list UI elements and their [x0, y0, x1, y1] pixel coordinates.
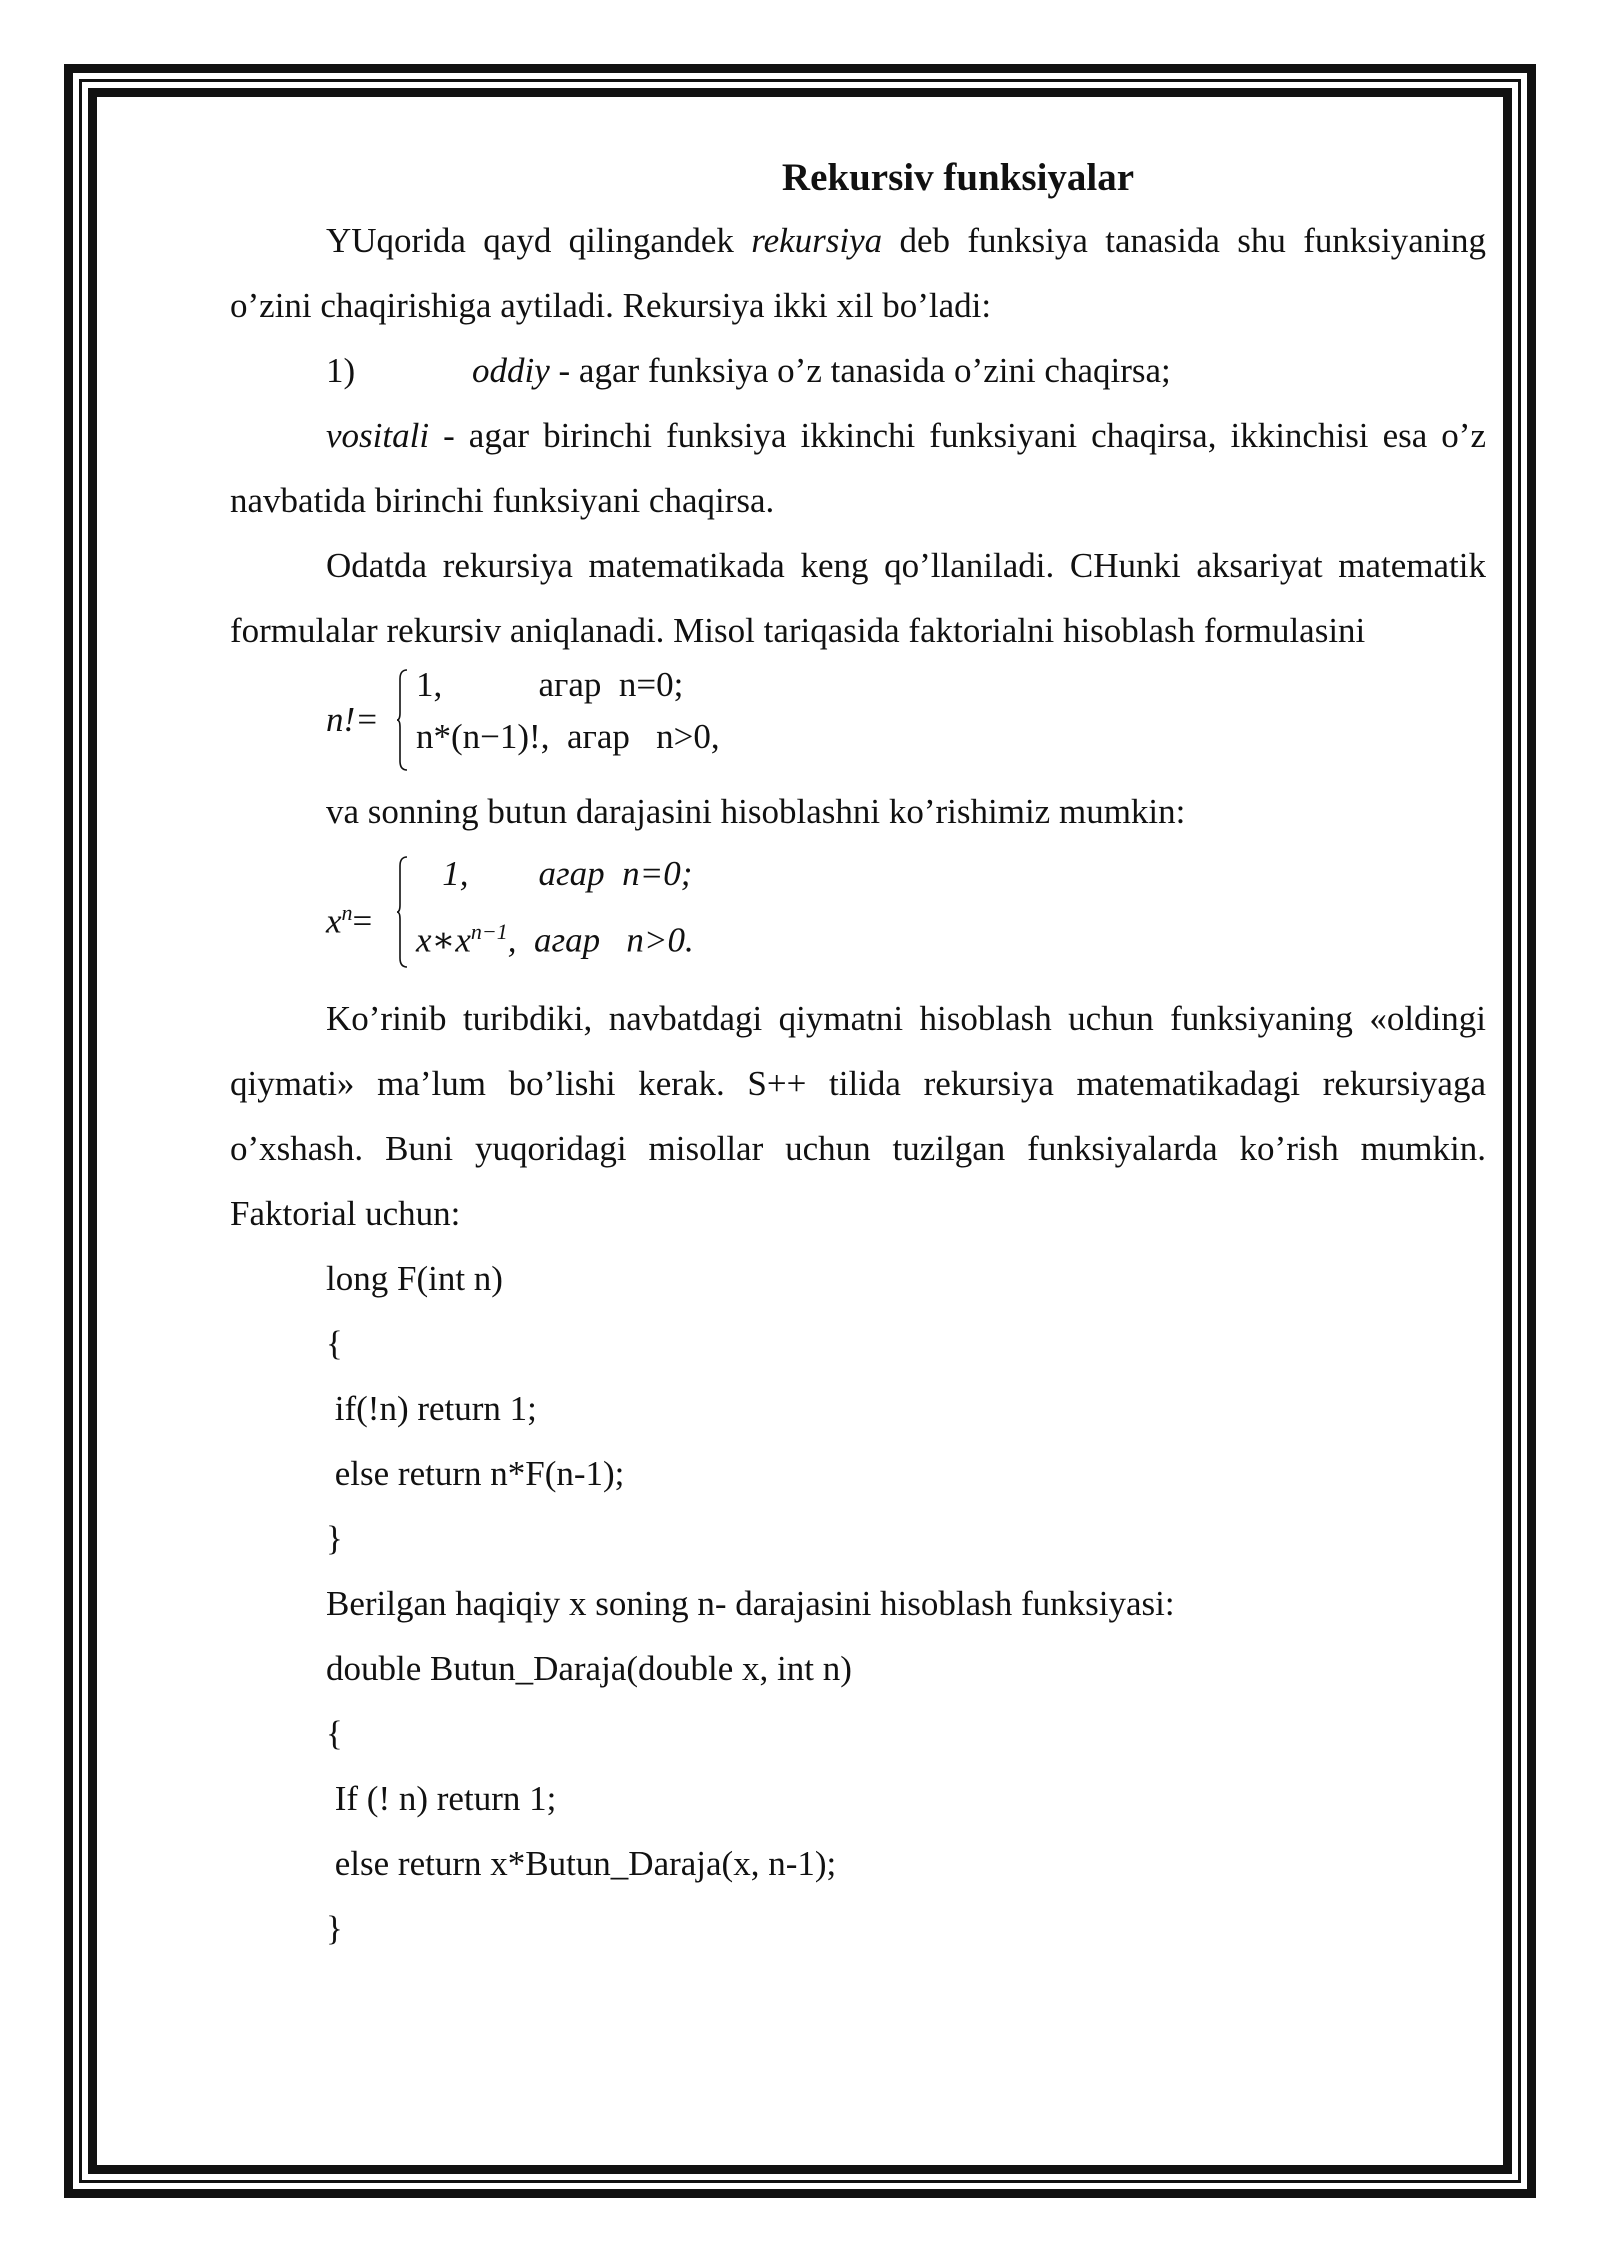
- formula-exponent: n−1: [470, 919, 508, 944]
- intro-term: rekursiya: [751, 221, 883, 260]
- power-formula: [326, 852, 1486, 976]
- code-line: }: [326, 1519, 343, 1558]
- formula-lhs-equals: =: [352, 901, 373, 941]
- code-line: if(!n) return 1;: [326, 1389, 537, 1428]
- list-item-oddiy: [230, 338, 1486, 403]
- list-text: - agar funksiya o’z tanasida o’zini chaqirsa;: [549, 351, 1171, 390]
- code-line: }: [326, 1909, 343, 1948]
- code-line: double Butun_Daraja(double x, int n): [326, 1649, 852, 1688]
- paragraph-power: va sonning butun darajasini hisoblashni ko’rishimiz mumkin:: [326, 792, 1186, 831]
- factorial-formula: [326, 663, 1486, 779]
- code-line: {: [326, 1324, 343, 1363]
- list-text: - agar birinchi funksiya ikkinchi funksiyani chaqirsa, ikkinchisi esa o’z navbatida birinchi funksiyani chaqirsa.: [230, 416, 1486, 520]
- formula-lhs-exponent: n: [341, 900, 353, 925]
- intro-text-b: deb funksiya tanasida shu funksiyaning o’zini chaqirishiga aytiladi. Rekursiya ikki xil bo’ladi:: [230, 221, 1486, 325]
- formula-case-2: n*(n−1)!, агар n>0,: [416, 717, 720, 756]
- formula-lhs-base: x: [326, 901, 342, 941]
- left-brace-icon: [396, 856, 408, 968]
- left-brace-icon: [396, 669, 408, 771]
- formula-lhs: [326, 880, 372, 954]
- code-line: long F(int n): [326, 1259, 503, 1298]
- code-line: else return n*F(n-1);: [326, 1454, 625, 1493]
- intro-text-a: YUqorida qayd qilingandek: [326, 221, 752, 260]
- paragraph-intro: [230, 208, 1486, 338]
- code-power: [230, 1636, 1486, 1961]
- formula-condition: , агар n>0.: [507, 920, 694, 960]
- formula-case-2: [416, 910, 694, 963]
- list-item-vositali: [230, 403, 1486, 533]
- formula-term: x∗x: [416, 920, 471, 960]
- paragraph-explanation: Ko’rinib turibdiki, navbatdagi qiymatni hisoblash uchun funksiyaning «oldingi qiymati» ma’lum bo’lishi kerak. S++ tilida rekursiya matematikadagi rekursiyaga o’xshash. Buni yuqoridagi misollar uchun tuzilgan funksiyalarda ko’rish mumkin. Faktorial uchun:: [230, 999, 1486, 1233]
- formula-case-1: 1, агар n=0;: [416, 854, 693, 893]
- page-title: Rekursiv funksiyalar: [781, 156, 1135, 199]
- code-line: {: [326, 1714, 343, 1753]
- code-factorial: [230, 1246, 1486, 1571]
- formula-lhs: n!=: [326, 700, 379, 739]
- code-line: If (! n) return 1;: [326, 1779, 557, 1818]
- list-number: 1): [326, 351, 356, 390]
- paragraph-recursion-math: Odatda rekursiya matematikada keng qo’llaniladi. CHunki aksariyat matematik formulalar rekursiv aniqlanadi. Misol tariqasida faktorialni hisoblash formulasini: [230, 546, 1486, 650]
- paragraph-power-function: Berilgan haqiqiy x soning n- darajasini hisoblash funksiyasi:: [326, 1584, 1175, 1623]
- formula-case-1: 1, агар n=0;: [416, 665, 684, 704]
- list-term: oddiy: [472, 351, 550, 390]
- code-line: else return x*Butun_Daraja(x, n-1);: [326, 1844, 837, 1883]
- document-body: [230, 148, 1486, 1961]
- list-term: vositali: [326, 416, 430, 455]
